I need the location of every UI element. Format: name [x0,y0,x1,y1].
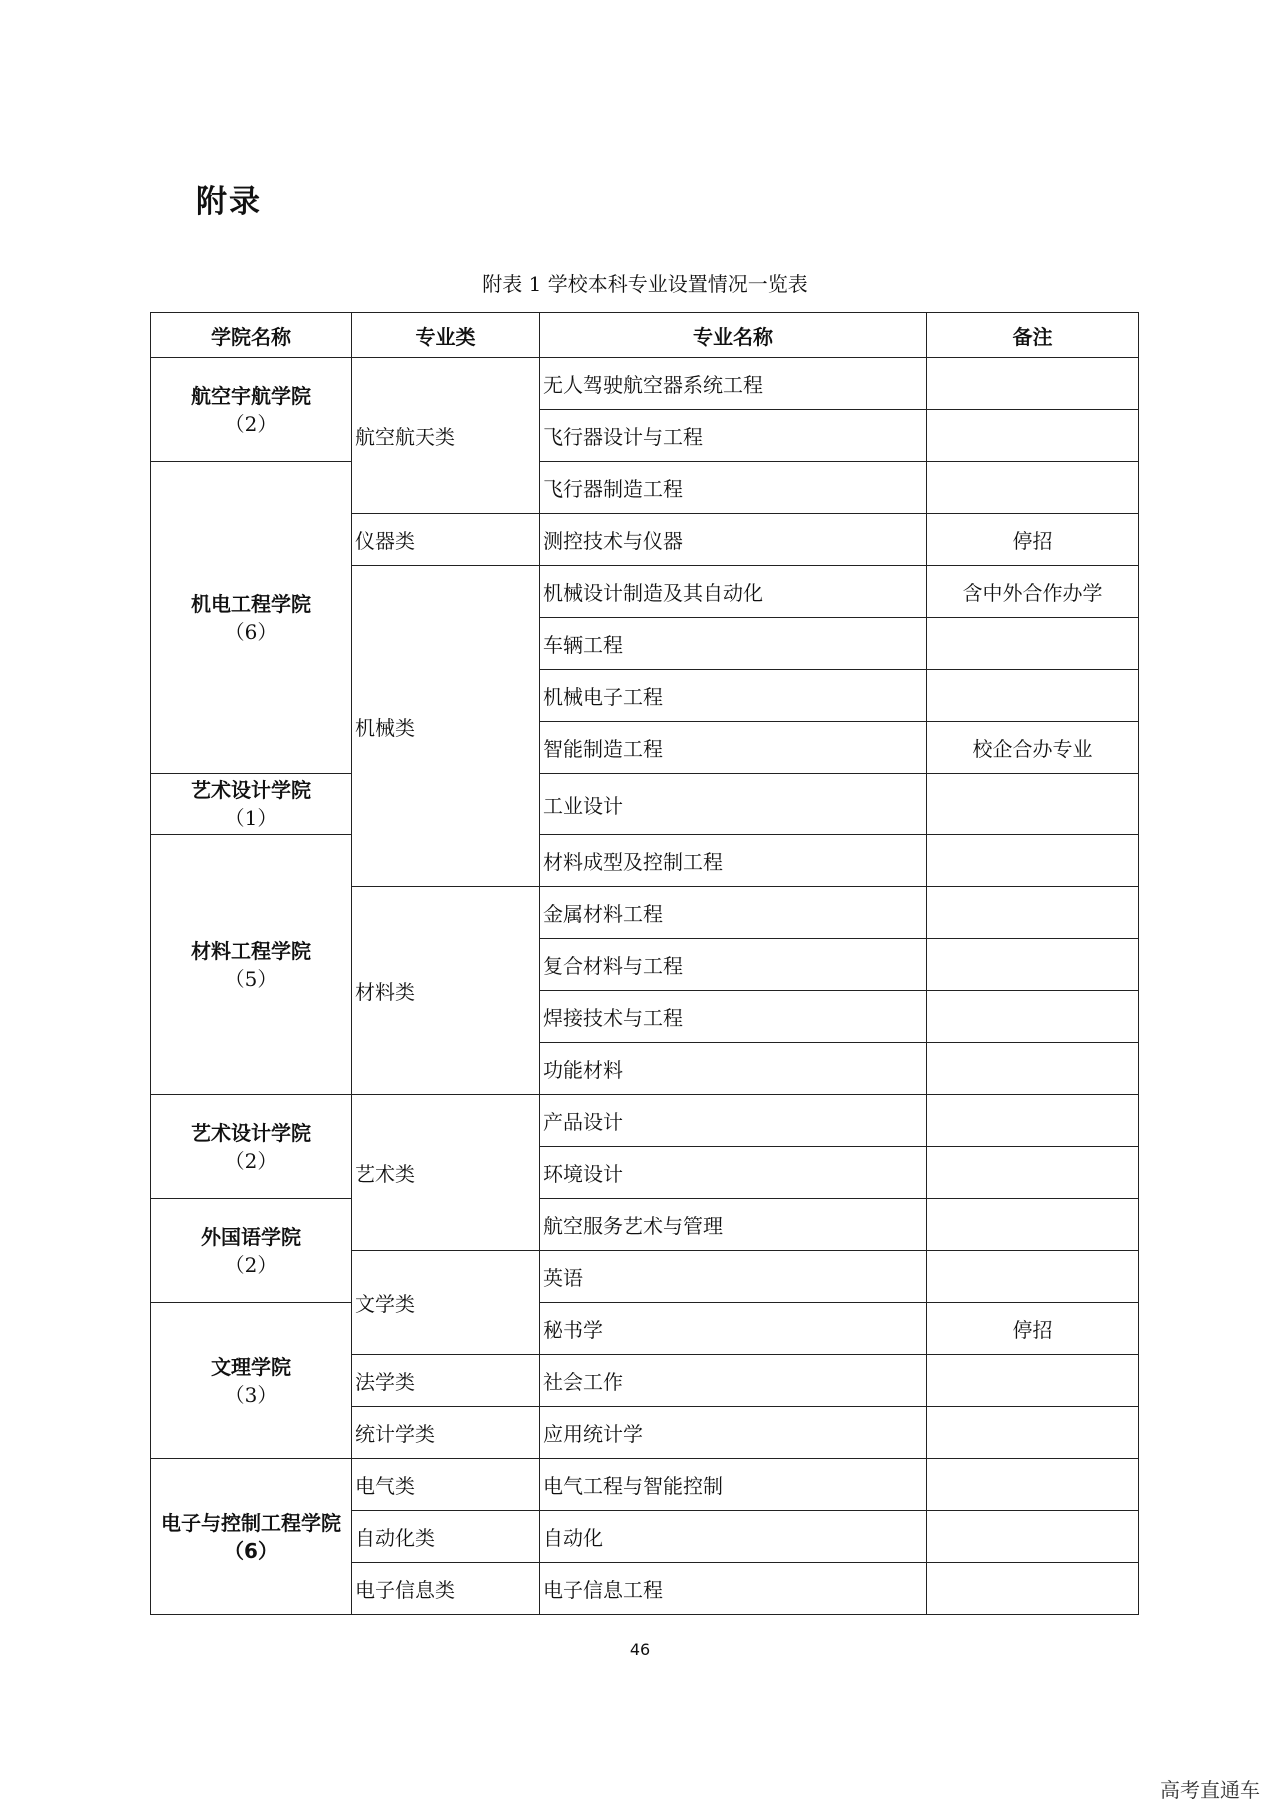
table-row [151,358,1139,410]
major-cell: 功能材料 [540,1043,927,1095]
header-remark: 备注 [927,313,1139,358]
major-cell: 航空服务艺术与管理 [540,1199,927,1251]
remark-cell [927,618,1139,670]
remark-cell [927,1407,1139,1459]
remark-cell [927,991,1139,1043]
college-cell: 艺术设计学院 （2） [151,1095,352,1199]
college-cell: 材料工程学院 （5） [151,835,352,1095]
category-cell: 材料类 [352,887,540,1095]
remark-cell [927,1147,1139,1199]
major-cell: 无人驾驶航空器系统工程 [540,358,927,410]
major-cell: 英语 [540,1251,927,1303]
header-category: 专业类 [352,313,540,358]
major-cell: 测控技术与仪器 [540,514,927,566]
major-table [150,312,1139,1615]
category-cell: 自动化类 [352,1511,540,1563]
remark-cell [927,1251,1139,1303]
major-cell: 应用统计学 [540,1407,927,1459]
remark-cell [927,835,1139,887]
remark-cell: 含中外合作办学 [927,566,1139,618]
header-major: 专业名称 [540,313,927,358]
remark-cell [927,939,1139,991]
table-row [151,1459,1139,1511]
remark-cell: 停招 [927,1303,1139,1355]
category-cell: 法学类 [352,1355,540,1407]
major-cell: 金属材料工程 [540,887,927,939]
major-cell: 焊接技术与工程 [540,991,927,1043]
remark-cell [927,670,1139,722]
watermark-text: 高考直通车 [1160,1778,1260,1802]
major-cell: 材料成型及控制工程 [540,835,927,887]
remark-cell [927,887,1139,939]
major-cell: 车辆工程 [540,618,927,670]
college-cell: 外国语学院 （2） [151,1199,352,1303]
remark-cell: 停招 [927,514,1139,566]
remark-cell [927,1459,1139,1511]
header-college: 学院名称 [151,313,352,358]
category-cell: 航空航天类 [352,358,540,514]
remark-cell [927,1199,1139,1251]
major-cell: 工业设计 [540,774,927,835]
page-number: 46 [629,1640,651,1659]
table-row [151,774,1139,835]
major-cell: 社会工作 [540,1355,927,1407]
appendix-heading: 附录 [196,184,262,220]
category-cell: 电气类 [352,1459,540,1511]
category-cell: 仪器类 [352,514,540,566]
remark-cell [927,462,1139,514]
remark-cell: 校企合办专业 [927,722,1139,774]
college-cell: 机电工程学院 （6） [151,462,352,774]
table-row [151,1095,1139,1147]
remark-cell [927,774,1139,835]
major-cell: 秘书学 [540,1303,927,1355]
major-cell: 机械设计制造及其自动化 [540,566,927,618]
remark-cell [927,358,1139,410]
category-cell: 机械类 [352,566,540,887]
major-cell: 电子信息工程 [540,1563,927,1615]
table-header-row [151,313,1139,358]
major-cell: 机械电子工程 [540,670,927,722]
table-row [151,835,1139,887]
table-row [151,462,1139,514]
remark-cell [927,1095,1139,1147]
college-cell: 航空宇航学院 （2） [151,358,352,462]
remark-cell [927,1511,1139,1563]
major-cell: 产品设计 [540,1095,927,1147]
college-cell: 电子与控制工程学院（6） [151,1459,352,1615]
remark-cell [927,410,1139,462]
major-cell: 复合材料与工程 [540,939,927,991]
major-cell: 飞行器制造工程 [540,462,927,514]
category-cell: 文学类 [352,1251,540,1355]
major-cell: 电气工程与智能控制 [540,1459,927,1511]
table-row [151,1303,1139,1355]
major-cell: 自动化 [540,1511,927,1563]
college-cell: 艺术设计学院 （1） [151,774,352,835]
major-cell: 环境设计 [540,1147,927,1199]
major-cell: 飞行器设计与工程 [540,410,927,462]
remark-cell [927,1355,1139,1407]
remark-cell [927,1043,1139,1095]
table-row [151,1199,1139,1251]
college-cell: 文理学院 （3） [151,1303,352,1459]
category-cell: 艺术类 [352,1095,540,1251]
major-cell: 智能制造工程 [540,722,927,774]
remark-cell [927,1563,1139,1615]
table-caption: 附表 1 学校本科专业设置情况一览表 [482,272,808,296]
category-cell: 电子信息类 [352,1563,540,1615]
category-cell: 统计学类 [352,1407,540,1459]
